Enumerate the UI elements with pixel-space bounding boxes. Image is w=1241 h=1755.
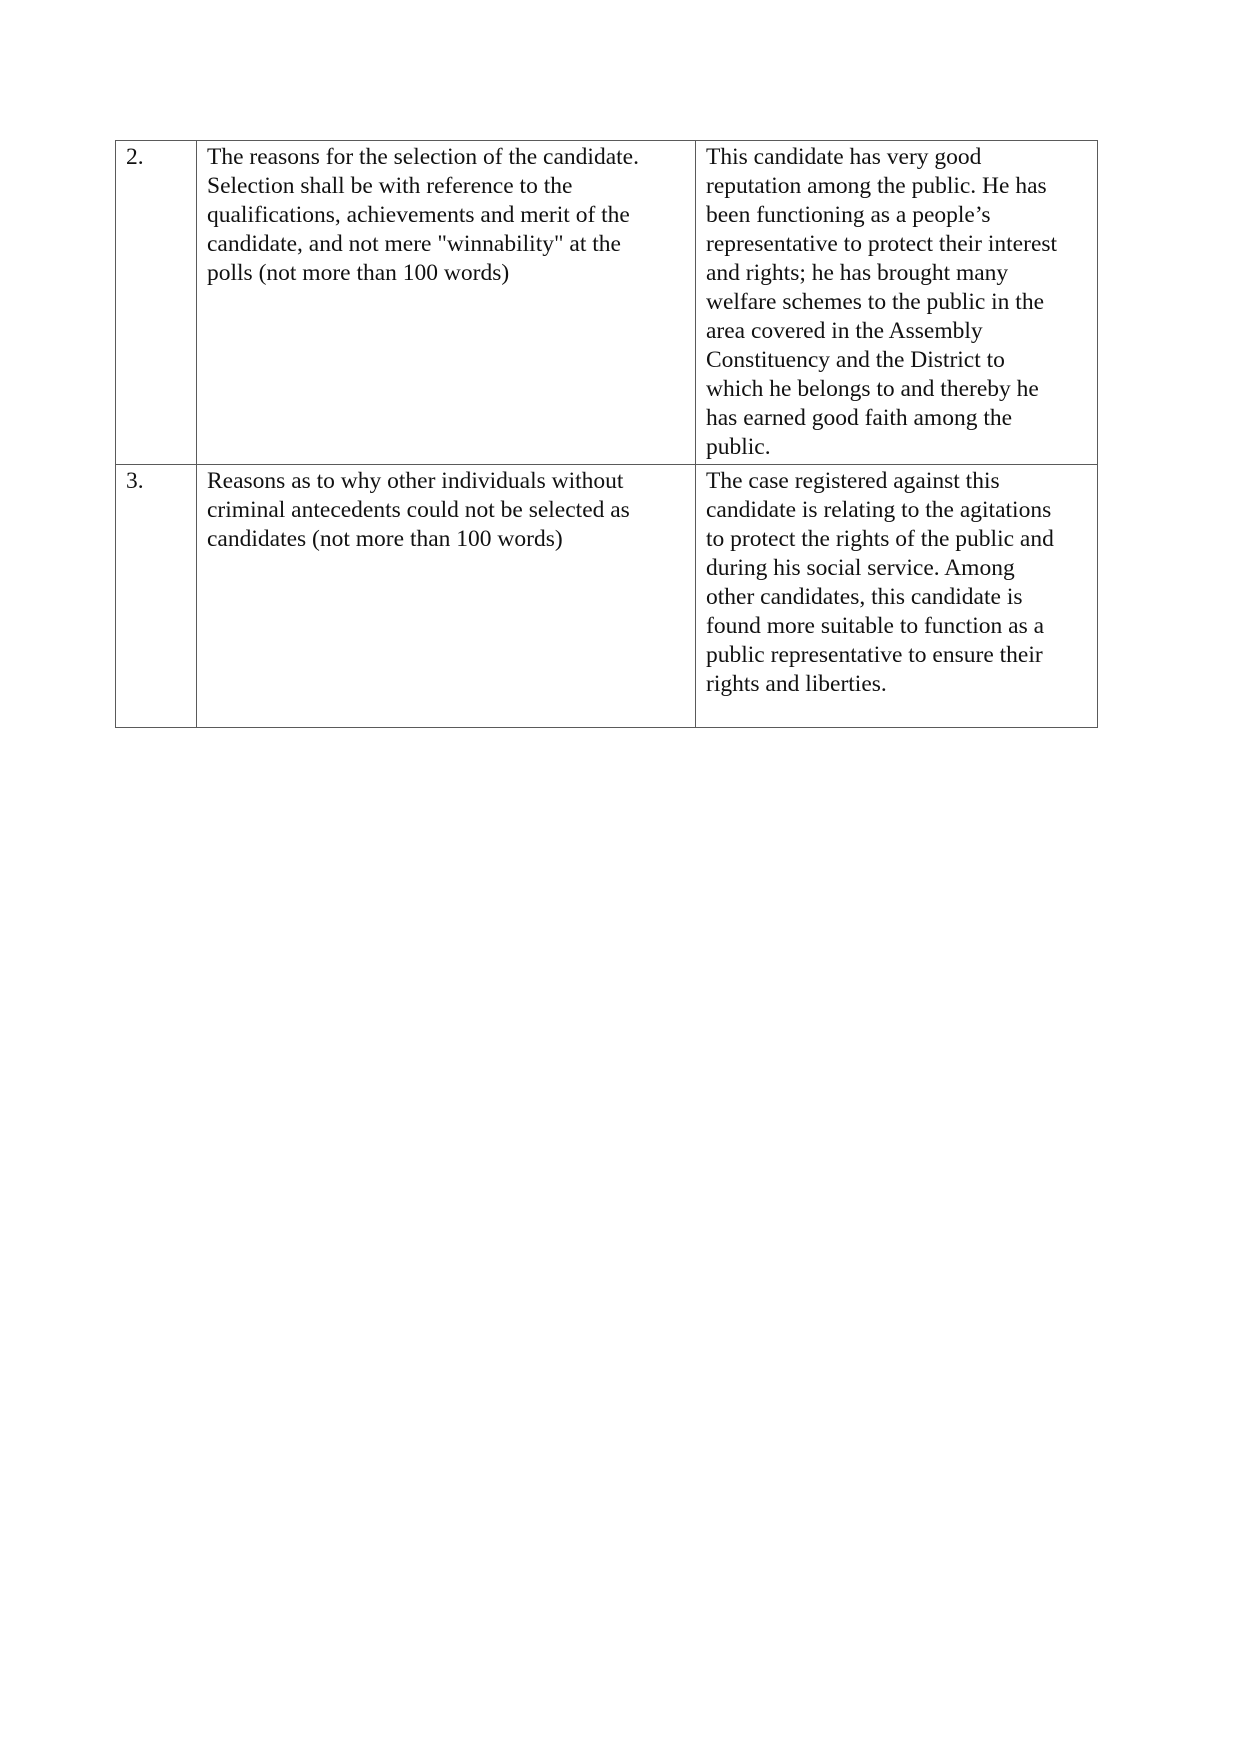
row-number: 2. — [116, 141, 197, 465]
table-row — [116, 141, 1098, 465]
table-row — [116, 465, 1098, 728]
candidate-reasons-table — [115, 140, 1098, 728]
row-answer: This candidate has very good reputation among the public. He has been functioning as a people’s representative to protect their interest and rights; he has brought many welfare schemes to the public in the area covered in the Assembly Constituency and the District to which he belongs to and thereby he has earned good faith among the public. — [696, 141, 1098, 465]
row-question: The reasons for the selection of the candidate. Selection shall be with reference to the qualifications, achievements and merit of the candidate, and not mere "winnability" at the polls (not more than 100 words) — [197, 141, 696, 465]
row-question: Reasons as to why other individuals without criminal antecedents could not be selected as candidates (not more than 100 words) — [197, 465, 696, 728]
row-answer: The case registered against this candidate is relating to the agitations to protect the rights of the public and during his social service. Among other candidates, this candidate is found more suitable to function as a public representative to ensure their rights and liberties. — [696, 465, 1098, 728]
row-number: 3. — [116, 465, 197, 728]
